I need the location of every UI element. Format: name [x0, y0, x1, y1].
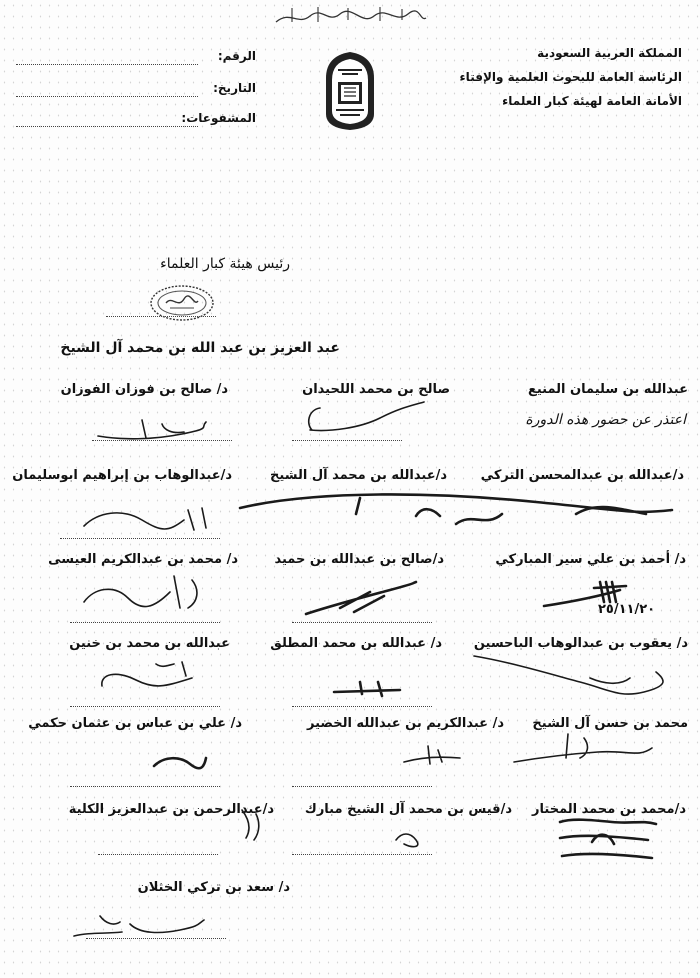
signature-mark — [92, 410, 212, 446]
member-name: د/عبدالوهاب بن إبراهيم ابوسليمان — [12, 468, 232, 483]
date-dotted-line — [16, 96, 198, 97]
signature-mark — [392, 826, 422, 850]
member-name: عبدالله بن محمد بن خنين — [69, 636, 230, 651]
handwritten-date: ٢٥/١١/٢٠ — [598, 602, 656, 617]
attachments-field — [16, 111, 256, 131]
signature-mark — [300, 578, 420, 622]
member-name: د/ أحمد بن علي سير المباركي — [495, 552, 686, 567]
signature-mark — [508, 728, 658, 778]
date-field — [16, 81, 256, 101]
emblem-icon — [318, 48, 382, 132]
president-signature-line — [106, 316, 216, 317]
ref-label: الرقم: — [217, 49, 256, 63]
signature-mark — [150, 746, 210, 776]
member-name: د/ عبدالكريم بن عبدالله الخضير — [307, 716, 504, 731]
member-name: محمد بن حسن آل الشيخ — [532, 716, 688, 731]
member-name: د/عبدالله بن محمد آل الشيخ — [270, 468, 447, 483]
signature-line — [292, 440, 402, 441]
signature-line — [70, 622, 220, 623]
member-name: عبدالله بن سليمان المنيع — [527, 382, 688, 397]
org-line-presidency: الرئاسة العامة للبحوث العلمية والإفتاء — [459, 70, 682, 84]
signature-mark — [552, 812, 662, 868]
basmala-calligraphy-icon — [270, 4, 430, 30]
president-name: عبد العزيز بن عبد الله بن محمد آل الشيخ — [60, 340, 340, 356]
basmala — [270, 4, 430, 30]
member-name: د/ محمد بن عبدالكريم العيسى — [48, 552, 238, 567]
signature-line — [98, 854, 218, 855]
signature-mark — [70, 904, 210, 944]
member-name: د/ عبدالله بن محمد المطلق — [270, 636, 442, 651]
member-name: د/ يعقوب بن عبدالوهاب الباحسين — [473, 636, 688, 651]
signature-line — [292, 854, 432, 855]
attachments-dotted-line — [16, 126, 198, 127]
member-name: د/قيس بن محمد آل الشيخ مبارك — [304, 802, 512, 817]
member-name: د/محمد بن محمد المختار — [532, 802, 686, 817]
member-name: د/عبدالرحمن بن عبدالعزيز الكلية — [68, 802, 274, 817]
signature-line — [292, 622, 432, 623]
signature-line — [70, 706, 220, 707]
member-name: د/ سعد بن تركي الخثلان — [137, 880, 290, 895]
signature-line — [60, 538, 220, 539]
signature-mark — [74, 568, 214, 618]
ref-field — [16, 49, 256, 69]
signature-mark — [330, 674, 410, 704]
signature-mark — [300, 398, 430, 438]
member-name: د/ صالح بن فوزان الفوزان — [60, 382, 228, 397]
signature-mark — [96, 656, 206, 696]
member-name: صالح بن محمد اللحيدان — [302, 382, 450, 397]
absence-note: اعتذر عن حضور هذه الدورة — [525, 412, 686, 428]
seal-stamp-icon — [148, 283, 216, 323]
member-name: د/صالح بن عبدالله بن حميد — [274, 552, 444, 567]
date-label: التاريخ: — [213, 81, 256, 95]
council-president-title: رئيس هيئة كبار العلماء — [160, 256, 290, 272]
ref-dotted-line — [16, 64, 198, 65]
member-name: د/ علي بن عباس بن عثمان حكمي — [28, 716, 242, 731]
attachments-label: المشفوعات: — [181, 111, 256, 125]
signature-line — [292, 786, 432, 787]
signature-line — [292, 706, 432, 707]
org-line-country: المملكة العربية السعودية — [537, 46, 682, 60]
signature-mark — [236, 484, 676, 534]
signature-line — [70, 786, 220, 787]
signature-mark — [398, 740, 468, 776]
signature-mark — [470, 648, 670, 708]
signature-mark — [232, 806, 272, 846]
signature-mark — [78, 498, 218, 538]
member-name: د/عبدالله بن عبدالمحسن التركي — [480, 468, 684, 483]
org-line-secretariat: الأمانة العامة لهيئة كبار العلماء — [502, 94, 682, 108]
